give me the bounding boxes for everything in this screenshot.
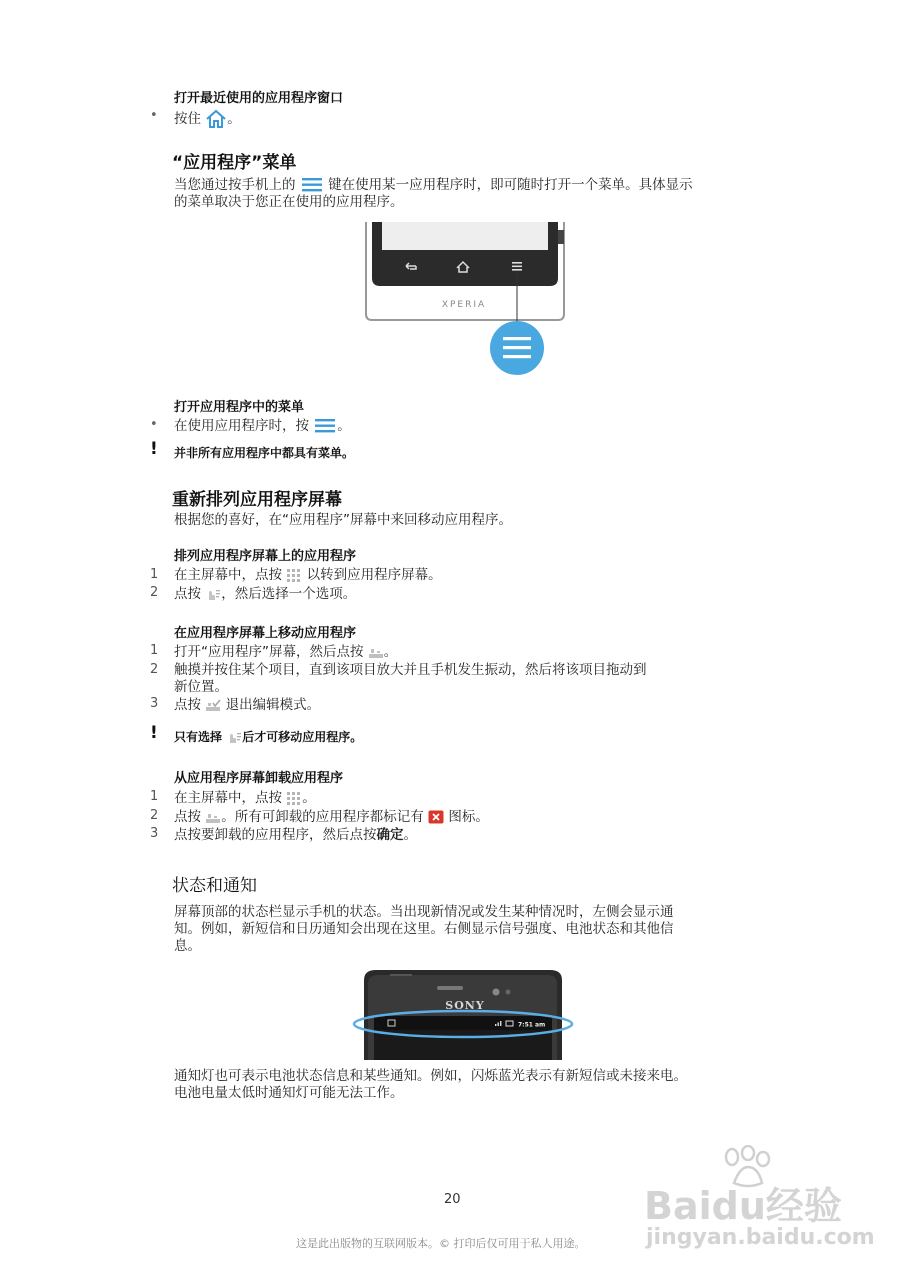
step-text: 。 bbox=[383, 644, 398, 660]
status-bar-time: 7:51 am bbox=[518, 1021, 546, 1029]
step-number: 2 bbox=[150, 662, 159, 677]
menu-heading: “应用程序”菜单 bbox=[172, 153, 297, 173]
phone-status-bar-illustration bbox=[350, 966, 580, 1060]
uninstall-badge-icon bbox=[428, 810, 444, 824]
paragraph-line: 屏幕顶部的状态栏显示手机的状态。当出现新情况或发生某种情况时，左侧会显示通 bbox=[174, 904, 674, 920]
sort-step-2 bbox=[174, 586, 356, 603]
status-paragraph-1 bbox=[174, 904, 754, 955]
paragraph-line: 息。 bbox=[174, 938, 201, 954]
note-icon: ! bbox=[150, 723, 158, 743]
menu-intro bbox=[174, 176, 774, 211]
xperia-brand: XPERIA bbox=[441, 300, 487, 310]
step-text: 。 bbox=[403, 827, 417, 843]
step-number: 1 bbox=[150, 789, 159, 804]
sort-hand-icon bbox=[226, 730, 242, 744]
step-text: 。所有可卸载的应用程序都标记有 bbox=[221, 809, 424, 825]
step-text: 。 bbox=[302, 790, 316, 806]
open-menu-step bbox=[174, 417, 351, 435]
intro-text-line2: 的菜单取决于您正在使用的应用程序。 bbox=[174, 194, 404, 210]
step-text: 在主屏幕中，点按 bbox=[174, 567, 282, 583]
move-step-1 bbox=[174, 644, 397, 661]
step-text: ，然后选择一个选项。 bbox=[221, 586, 357, 602]
note-text: 后才可移动应用程序。 bbox=[242, 730, 363, 744]
step-suffix: 。 bbox=[337, 418, 351, 434]
page-number: 20 bbox=[444, 1192, 461, 1207]
note-text: 只有选择 bbox=[174, 730, 223, 744]
step-text: 触摸并按住某个项目，直到该项目放大并且手机发生振动，然后将该项目拖动到 bbox=[174, 662, 647, 678]
menu-icon bbox=[300, 176, 324, 194]
apps-grid-icon bbox=[286, 568, 302, 582]
sort-heading: 排列应用程序屏幕上的应用程序 bbox=[174, 549, 357, 564]
step-text: 点按 bbox=[174, 809, 201, 825]
paragraph-line: 通知灯也可表示电池状态信息和某些通知。例如，闪烁蓝光表示有新短信或未接来电。 bbox=[174, 1068, 687, 1084]
open-menu-heading: 打开应用程序中的菜单 bbox=[174, 400, 305, 415]
step-text: 在主屏幕中，点按 bbox=[174, 790, 282, 806]
recent-apps-heading: 打开最近使用的应用程序窗口 bbox=[174, 91, 344, 106]
status-heading: 状态和通知 bbox=[172, 876, 257, 896]
bullet: • bbox=[150, 108, 158, 123]
note-icon: ! bbox=[150, 439, 158, 459]
paragraph-line: 电池电量太低时通知灯可能无法工作。 bbox=[174, 1085, 404, 1101]
bullet: • bbox=[150, 417, 158, 432]
watermark-url: jingyan.baidu.com bbox=[646, 1225, 875, 1250]
step-number: 3 bbox=[150, 826, 159, 841]
step-number: 3 bbox=[150, 696, 159, 711]
uninstall-step-1 bbox=[174, 790, 316, 807]
open-menu-note: 并非所有应用程序中都具有菜单。 bbox=[174, 446, 355, 460]
step-text: 打开“应用程序”屏幕，然后点按 bbox=[174, 644, 364, 660]
edit-apps-icon bbox=[368, 645, 384, 659]
step-number: 1 bbox=[150, 567, 159, 582]
move-step-2 bbox=[174, 662, 734, 696]
step-text: 图标。 bbox=[448, 809, 489, 825]
step-text: 点按 bbox=[174, 586, 201, 602]
menu-icon bbox=[313, 417, 337, 435]
move-heading: 在应用程序屏幕上移动应用程序 bbox=[174, 626, 357, 641]
recent-apps-step bbox=[174, 109, 241, 129]
paragraph-line: 知。例如，新短信和日历通知会出现在这里。右侧显示信号强度、电池状态和其他信 bbox=[174, 921, 674, 937]
uninstall-step-3 bbox=[174, 827, 417, 844]
sony-brand: SONY bbox=[445, 999, 485, 1012]
uninstall-heading: 从应用程序屏幕卸载应用程序 bbox=[174, 771, 344, 786]
home-icon bbox=[205, 109, 227, 129]
sort-step-1 bbox=[174, 567, 442, 584]
baidu-watermark bbox=[640, 1145, 890, 1265]
rearrange-heading: 重新排列应用程序屏幕 bbox=[172, 490, 342, 510]
move-step-3 bbox=[174, 697, 320, 714]
step-number: 2 bbox=[150, 585, 159, 600]
edit-apps-icon bbox=[205, 810, 221, 824]
step-number: 1 bbox=[150, 643, 159, 658]
step-text: 按住 bbox=[174, 111, 201, 127]
done-edit-icon bbox=[205, 698, 221, 712]
step-text: 退出编辑模式。 bbox=[225, 697, 321, 713]
intro-text: 当您通过按手机上的 bbox=[174, 177, 296, 193]
phone-menu-key-illustration bbox=[360, 222, 570, 382]
footer-note: 这是此出版物的互联网版本。© 打印后仅可用于私人用途。 bbox=[296, 1237, 586, 1250]
uninstall-step-2 bbox=[174, 809, 489, 826]
step-text: 点按 bbox=[174, 697, 201, 713]
step-number: 2 bbox=[150, 808, 159, 823]
ok-label: 确定 bbox=[376, 827, 404, 843]
step-suffix: 。 bbox=[227, 111, 241, 127]
rearrange-intro: 根据您的喜好，在“应用程序”屏幕中来回移动应用程序。 bbox=[174, 512, 512, 528]
watermark-logo: Baidu经验 bbox=[644, 1184, 842, 1228]
step-text: 点按要卸载的应用程序，然后点按 bbox=[174, 827, 377, 843]
step-text: 以转到应用程序屏幕。 bbox=[306, 567, 442, 583]
intro-text: 键在使用某一应用程序时，即可随时打开一个菜单。具体显示 bbox=[328, 177, 693, 193]
move-note bbox=[174, 728, 362, 745]
step-text: 在使用应用程序时，按 bbox=[174, 418, 309, 434]
sort-hand-icon bbox=[205, 587, 221, 601]
status-paragraph-2 bbox=[174, 1068, 754, 1102]
step-text: 新位置。 bbox=[174, 679, 228, 695]
apps-grid-icon bbox=[286, 791, 302, 805]
